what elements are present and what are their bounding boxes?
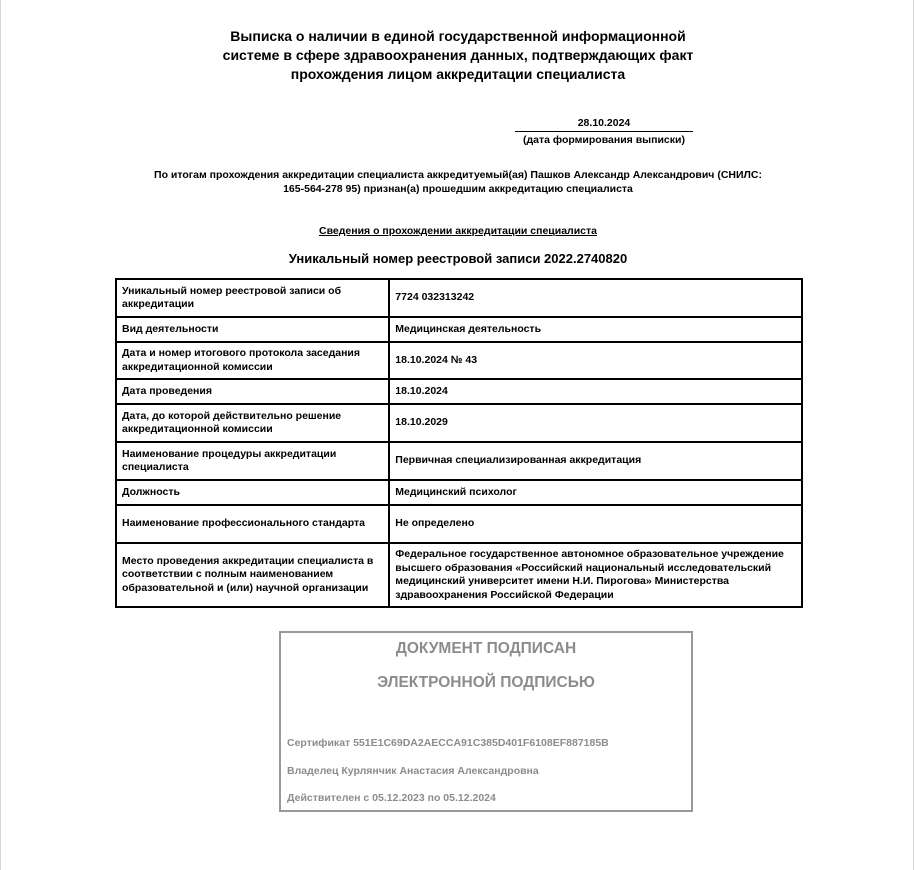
row-value: Первичная специализированная аккредитация [389,442,802,480]
table-row [116,480,802,505]
document-title [1,27,914,84]
formation-date-block [515,117,693,147]
row-label: Место проведения аккредитации специалиста в соответствии с полным наименованием образовательной и (или) научной организации [116,543,389,607]
formation-date: 28.10.2024 [515,117,693,132]
row-label: Наименование процедуры аккредитации специалиста [116,442,389,480]
registry-number-heading: Уникальный номер реестровой записи 2022.2740820 [288,251,628,266]
table-row [116,404,802,442]
row-value: Федеральное государственное автономное образовательное учреждение высшего образования «Российский национальный исследовательский медицинский университет имени Н.И. Пирогова» Министерства здравоохранения Российской Федерации [389,543,802,607]
intro-paragraph [119,168,797,196]
row-value: Не определено [389,505,802,543]
formation-date-caption: (дата формирования выписки) [523,134,685,146]
stamp-title-line: ЭЛЕКТРОННОЙ ПОДПИСЬЮ [377,674,595,691]
table-row [116,279,802,317]
section-heading-text: Сведения о прохождении аккредитации специалиста [319,225,597,237]
section-heading [1,224,914,238]
row-label: Дата, до которой действительно решение аккредитационной комиссии [116,404,389,442]
signature-owner: Владелец Курлянчик Анастасия Александровна [287,765,539,777]
row-value: 18.10.2024 [389,379,802,404]
row-label: Вид деятельности [116,317,389,342]
intro-line: По итогам прохождения аккредитации специалиста аккредитуемый(ая) Пашков Александр Александрович (СНИЛС: [154,169,762,181]
row-value: 7724 032313242 [389,279,802,317]
intro-line: 165-564-278 95) признан(а) прошедшим аккредитацию специалиста [283,183,633,195]
row-label: Должность [116,480,389,505]
table-row [116,379,802,404]
row-label: Дата проведения [116,379,389,404]
row-value: 18.10.2029 [389,404,802,442]
table-row [116,317,802,342]
row-value: Медицинская деятельность [389,317,802,342]
document-title-line: Выписка о наличии в единой государственной информационной [230,28,686,44]
accreditation-info-table [115,278,803,608]
row-label: Дата и номер итогового протокола заседания аккредитационной комиссии [116,342,389,379]
row-label: Наименование профессионального стандарта [116,505,389,543]
table-row [116,442,802,480]
document-title-line: прохождения лицом аккредитации специалиста [290,66,626,82]
certificate-number: Сертификат 551E1C69DA2AECCA91C385D401F6108EF887185B [287,737,609,749]
row-label: Уникальный номер реестровой записи об аккредитации [116,279,389,317]
table-row [116,505,802,543]
table-row [116,543,802,607]
stamp-title-line: ДОКУМЕНТ ПОДПИСАН [395,640,577,657]
document-title-line: системе в сфере здравоохранения данных, подтверждающих факт [222,47,694,63]
electronic-signature-stamp [279,631,693,812]
row-value: Медицинский психолог [389,480,802,505]
signature-validity: Действителен с 05.12.2023 по 05.12.2024 [287,792,496,804]
table-row [116,342,802,379]
row-value: 18.10.2024 № 43 [389,342,802,379]
